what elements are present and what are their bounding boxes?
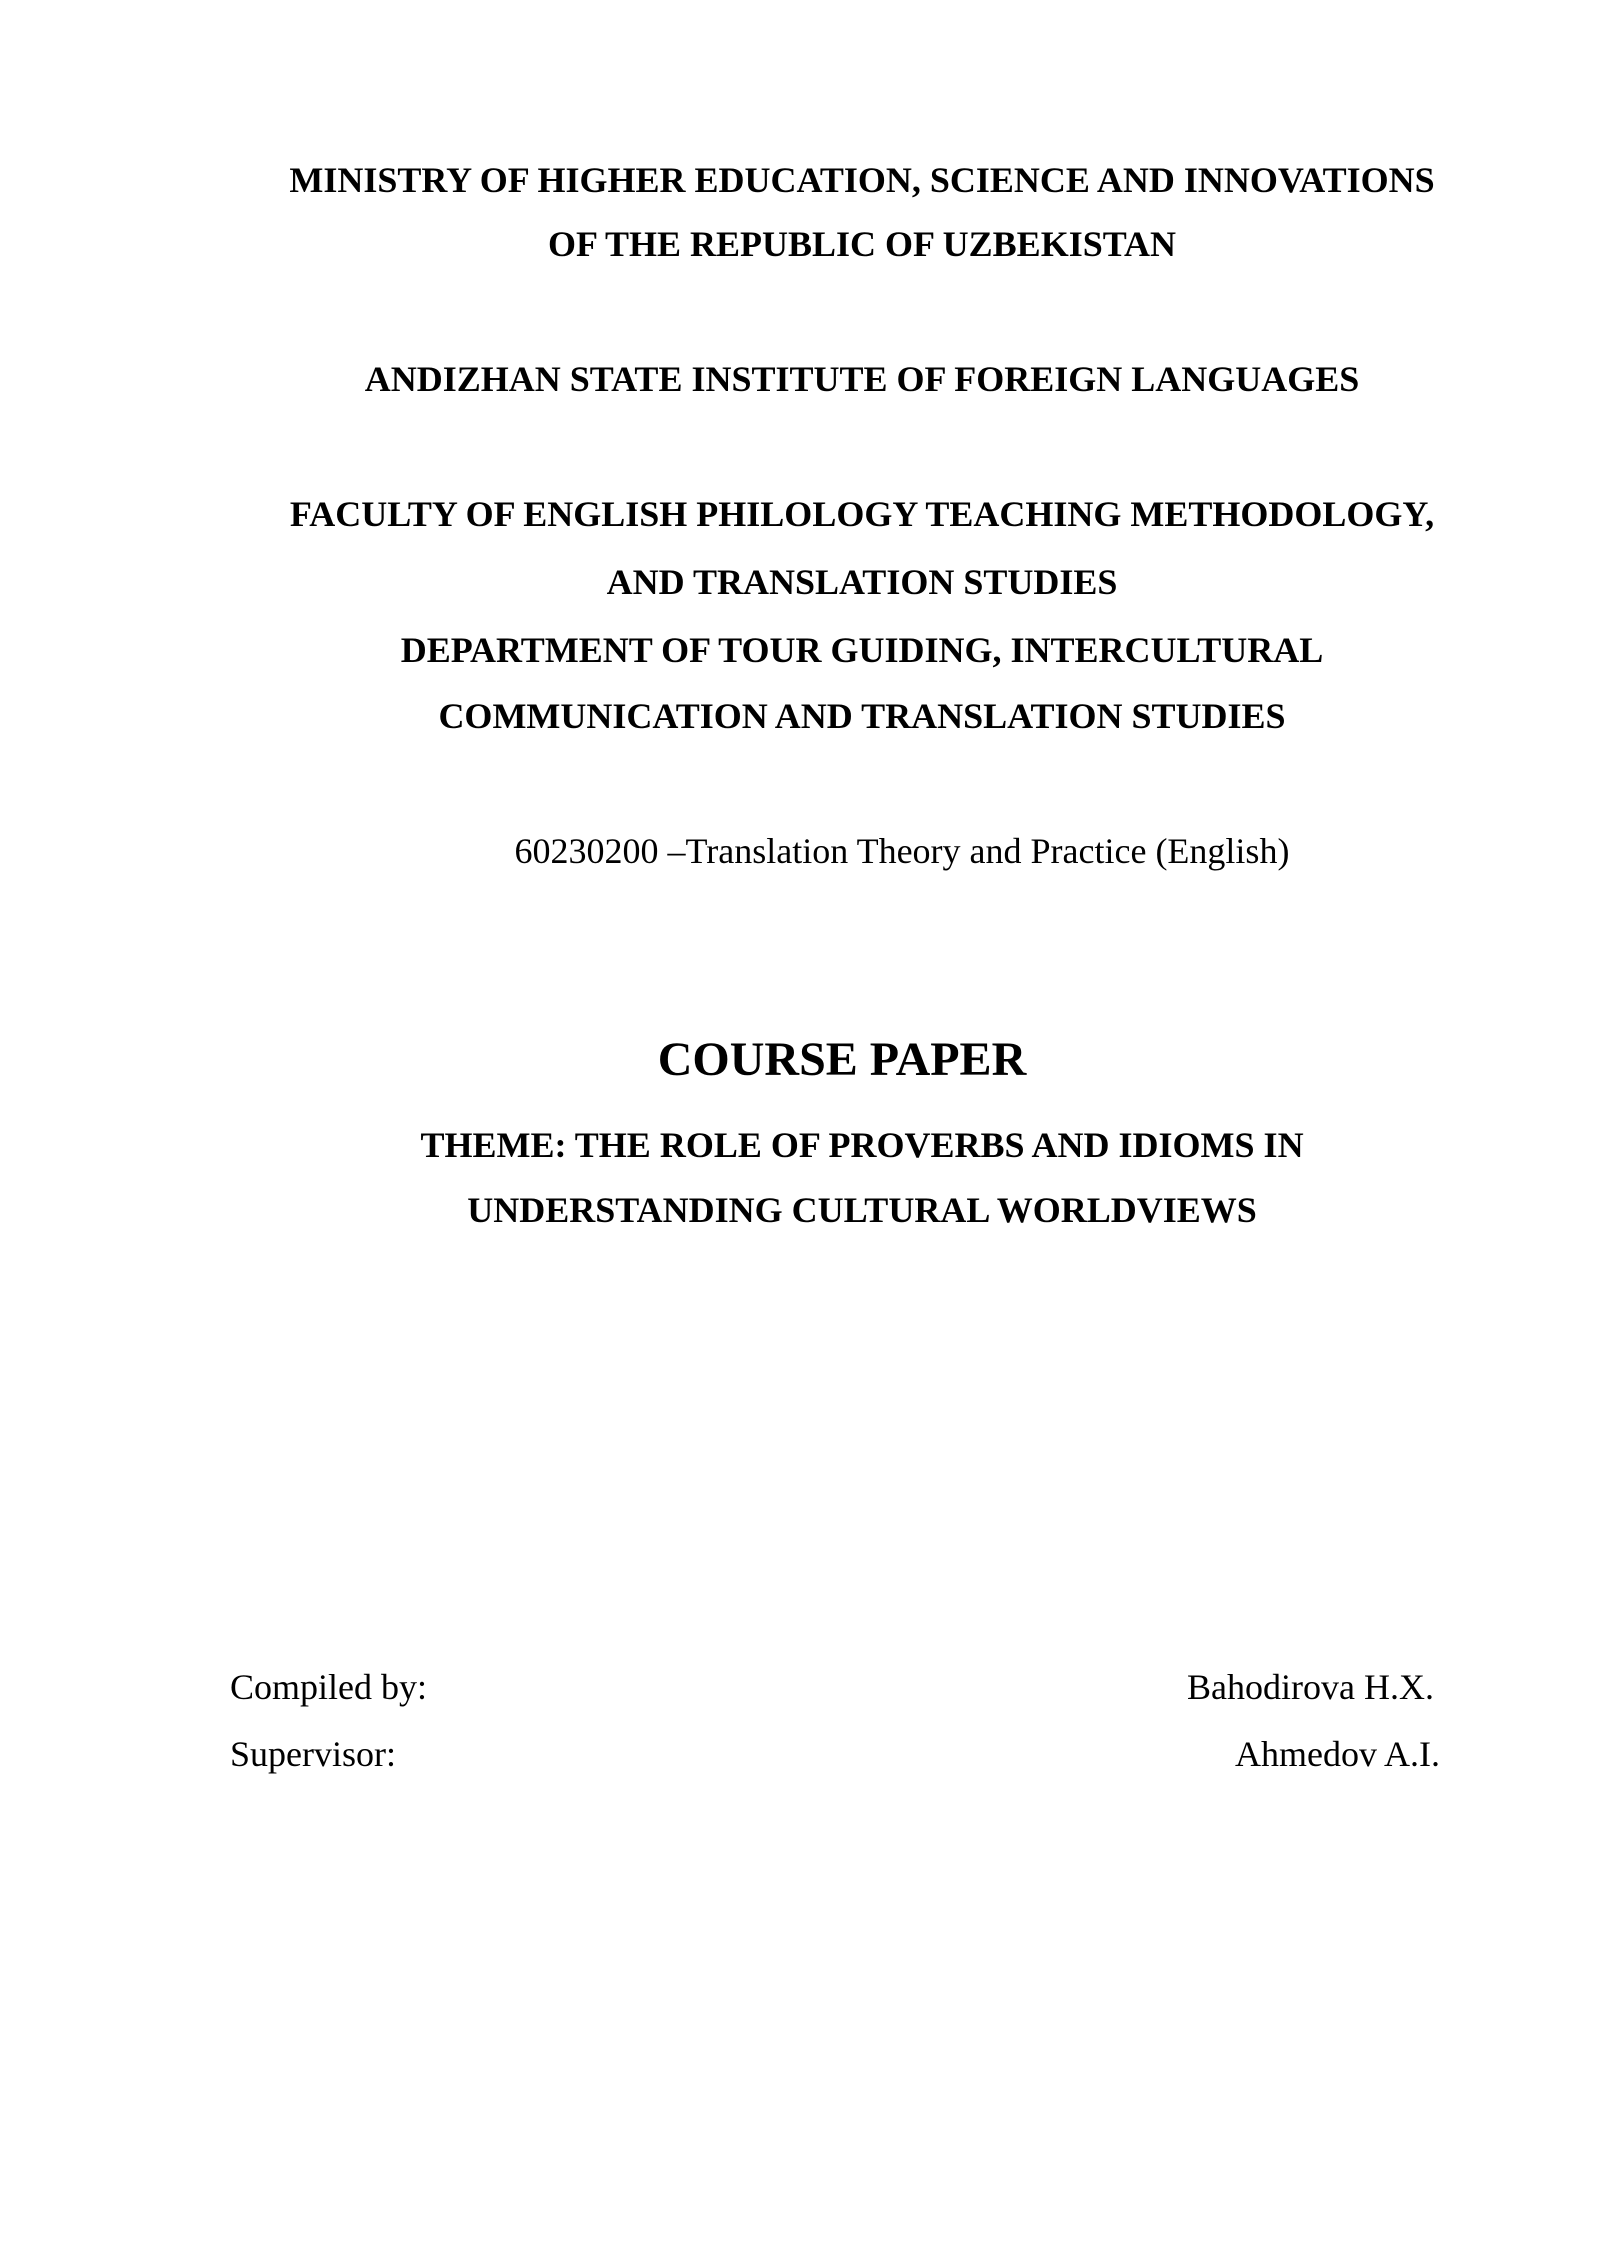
supervisor-name: Ahmedov A.I. [1235, 1734, 1440, 1774]
department-line-2: COMMUNICATION AND TRANSLATION STUDIES [438, 696, 1286, 736]
compiled-by-label: Compiled by: [230, 1667, 427, 1707]
department-line-1: DEPARTMENT OF TOUR GUIDING, INTERCULTURAL [400, 630, 1324, 670]
document-type-title: COURSE PAPER [657, 1033, 1027, 1086]
theme-line-2: UNDERSTANDING CULTURAL WORLDVIEWS [467, 1190, 1257, 1230]
ministry-line-1: MINISTRY OF HIGHER EDUCATION, SCIENCE AND INNOVATIONS [289, 160, 1435, 200]
institute-name: ANDIZHAN STATE INSTITUTE OF FOREIGN LANGUAGES [364, 359, 1360, 399]
ministry-line-2: OF THE REPUBLIC OF UZBEKISTAN [547, 224, 1177, 264]
faculty-line-2: AND TRANSLATION STUDIES [606, 562, 1118, 602]
specialty-line: 60230200 –Translation Theory and Practice (English) [514, 831, 1290, 871]
compiled-by-name: Bahodirova H.X. [1187, 1667, 1434, 1707]
theme-line-1: THEME: THE ROLE OF PROVERBS AND IDIOMS IN [420, 1125, 1304, 1165]
supervisor-label: Supervisor: [230, 1734, 396, 1774]
faculty-line-1: FACULTY OF ENGLISH PHILOLOGY TEACHING METHODOLOGY, [289, 494, 1435, 534]
